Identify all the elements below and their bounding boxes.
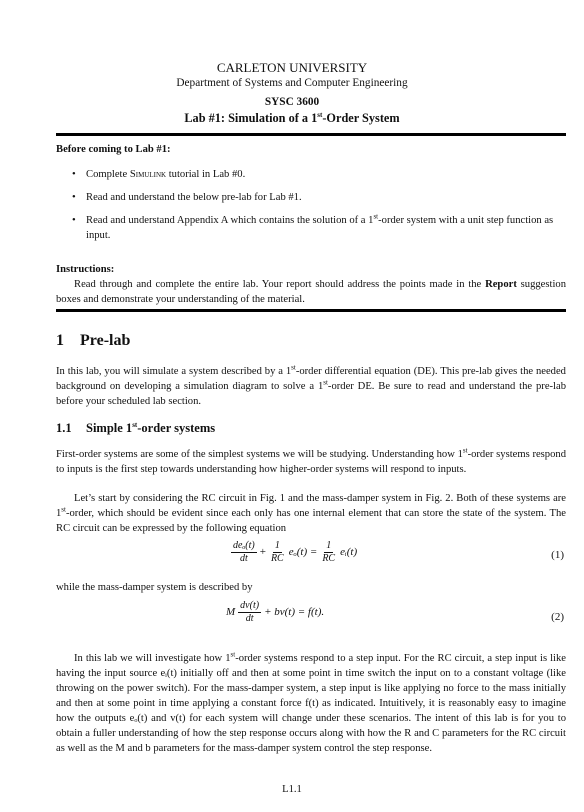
equation-1: $\frac{\text{deₒ(t)}}{dt}$ + $\frac{1}{RC}$ eₒ(t) = $\frac{1}{RC}$ eᵢ(t) (1) — [233, 540, 564, 564]
top-rule — [56, 133, 566, 136]
step-response-paragraph: In this lab we will investigate how 1st-order systems respond to a step input. For the RC circuit, a step input is like having the input source eᵢ(t) initially off and then at some point in time switch the input on to a constant voltage (like throwing on the power switch). For the mass-damper system, a step input is like applying no force to the mass initially and then at some point in time applying a constant force f(t) as indicated. Intuitively, it is reasonably easy to imagine how the outputs eₒ(t) and v(t) for each system will change under these scenarios. The intent of this lab is for you to obtain a fuller understanding of how the step response occurs along with how the R and C parameters for the RC circuit as well as the M and b parameters for the mass-damper system control the step response. — [56, 650, 566, 755]
before-lab-list — [56, 167, 566, 243]
subsection-heading: 1.1 Simple 1st-order systems — [56, 420, 216, 435]
equation-fraction: $\frac{1}{RC}$ — [270, 540, 284, 564]
bottom-rule — [56, 309, 566, 312]
equation-fraction: $\frac{dv(t)}{dt}$ — [240, 600, 260, 624]
course-code: SYSC 3600 — [264, 96, 320, 109]
equation-fraction: $\frac{1}{RC}$ — [322, 540, 336, 564]
equation-number: (1) — [551, 549, 564, 561]
university-name: CARLETON UNIVERSITY — [216, 60, 368, 75]
list-item: • Complete Simulink tutorial in Lab #0. — [56, 167, 566, 182]
lab-title: Lab #1: Simulation of a 1st-Order System — [184, 110, 400, 125]
first-order-paragraph: First-order systems are some of the simplest systems we will be studying. Understanding how 1st-order systems respond to inputs is the first step towards understanding how higher-order systems will respond to inputs. — [56, 446, 566, 476]
mass-damper-intro: while the mass-damper system is described by — [56, 582, 253, 593]
rc-intro-paragraph: Let’s start by considering the RC circuit in Fig. 1 and the mass-damper system in Fig. 2. Both of these systems are 1st-order, which should be evident since each only has one internal element that can store the state of the system. The RC circuit can be expressed by the following equation — [56, 493, 566, 535]
instructions-text: Read through and complete the entire lab. Your report should address the points made in the Report suggestion boxes and demonstrate your understanding of the material. — [56, 279, 566, 306]
before-lab-box — [56, 142, 566, 251]
prelab-paragraph: In this lab, you will simulate a system described by a 1st-order differential equation (DE). This pre-lab gives the needed background on developing a simulation diagram to solve a 1st-order DE. Be sure to read and understand the pre-lab before your scheduled lab section. — [56, 363, 566, 408]
instructions-heading: Instructions: — [56, 264, 115, 275]
equation-fraction: $\frac{\text{deₒ(t)}}{dt}$ — [233, 540, 255, 564]
list-item: • Read and understand Appendix A which contains the solution of a 1st-order system with a unit step function as input. — [72, 212, 554, 242]
bullet-icon: • — [72, 192, 76, 204]
equation-number: (2) — [551, 611, 564, 623]
page-number: L1.1 — [282, 784, 302, 795]
instructions-box — [56, 262, 566, 307]
bullet-icon: • — [72, 169, 76, 181]
before-lab-heading: Before coming to Lab #1: — [56, 144, 171, 155]
title-block — [0, 59, 584, 126]
department-name: Department of Systems and Computer Engineering — [176, 77, 408, 90]
equation-2: M $\frac{dv(t)}{dt}$ + bv(t) = f(t). (2) — [226, 600, 564, 624]
bullet-icon: • — [72, 215, 76, 227]
section-heading: 1 Pre-lab — [56, 332, 131, 349]
list-item: • Read and understand the below pre-lab for Lab #1. — [56, 190, 566, 205]
